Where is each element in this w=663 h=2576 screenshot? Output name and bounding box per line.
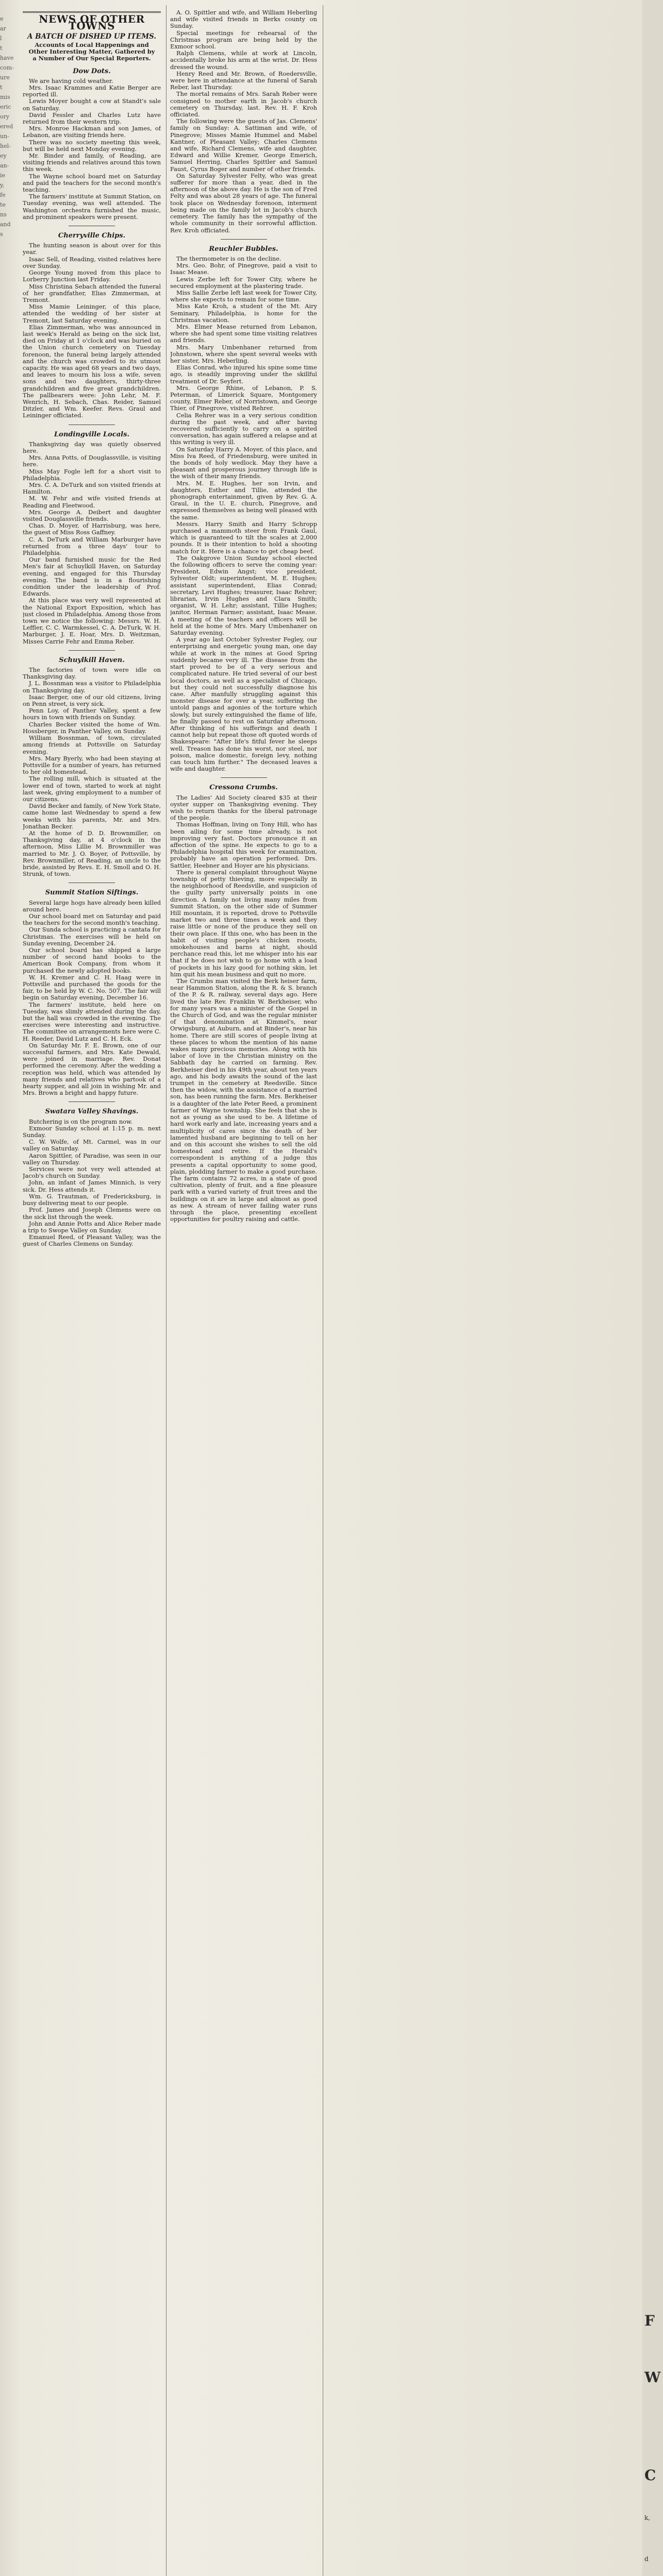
edge-fragment: eric [0,104,11,110]
edge-fragment: and [0,221,11,228]
news-paragraph: Mrs. M. E. Hughes, her son Irvin, and daughters, Esther and Tillie, attended the phonograph entertainment, given by Rev. G. A. Graul, in the U. E. church, Pinegrove, and expressed themselves as being well pleased with the same. [170,479,317,521]
news-paragraph: Aaron Spittler, of Paradise, was seen in our valley on Thursday. [23,1151,161,1166]
news-paragraph: The Crumbs man visited the Berk heiser farm, near Hammon Station, along the R. & S. branch of the P. & R. railway, several days ago. Here lived the late Rev. Franklin W. Berkheiser, who for many years was a minister of the Gospel in the Church of God, and was the regular minister of that denomination at Kimmel's, near Orwigsburg, at Auburn, and at Binder's, near his home. There are still scores of people living at these places to whom the mention of his name wakes many precious memories. Along with his labor of love in the Christian ministry on the Sabbath day he carried on farming. Rev. Berkheiser died in his 49th year, about ten years ago, and his body awaits the sound of the last trumpet in the cemetery at Reedsville. Since then the widow, with the assistance of a married son, has been running the farm. Mrs. Berkheiser is a daughter of the late Peter Reed, a prominent farmer of Wayne township. She feels that she is not as young as she used to be. A lifetime of hard work early and late, increasing years and a multiplicity of cares since the death of her lamented husband are beginning to tell on her and on this account she wishes to sell the old homestead and retire. If the Herald's correspondent is anything of a judge this presents a capital opportunity to some good, plain, plodding farmer to make a good purchase. The farm contains 72 acres, in a state of good cultivation, plenty of fruit, and a fine pleasure park with a varied variety of fruit trees and the buildings on it are in large and almost as good as new. A stream of never failing water runs through the place, presenting excellent opportunities for poultry raising and cattle. [170,977,317,1223]
right-edge-fragments [642,0,663,2576]
news-paragraph: Our school board met on Saturday and paid the teachers for the second month's teaching. [23,912,161,927]
section-separator [221,239,267,240]
news-paragraph: Isaac Sell, of Reading, visited relatives here over Sunday. [23,255,161,269]
news-paragraph: Mrs. C. A. DeTurk and son visited friends at Hamilton. [23,481,161,496]
news-paragraph: Mr. Binder and family, of Reading, are visiting friends and relatives around this town this week. [23,152,161,173]
news-paragraph: On Saturday Sylvester Felty, who was great sufferer for more than a year, died in the afternoon of the above day. He is the son of Fred Felty and was about 28 years of age. The funeral took place on Wednesday forenoon, interment being made on the family lot in Jacob's church cemetery. The family has the sympathy of the whole community in their sorrowful affliction. Rev. Kroh officiated. [170,172,317,234]
news-paragraph: Miss May Fogle left for a short visit to Philadelphia. [23,467,161,482]
section-title: Dow Dots. [73,67,111,75]
news-paragraph: Miss Sallie Zerbe left last week for Tower City, where she expects to remain for some time. [170,289,317,303]
section-title: Cherryville Chips. [58,232,126,240]
edge-fragment: W [644,2369,661,2386]
news-paragraph: A. O. Spittler and wife, and William Heberling and wife visited friends in Berks county on Sunday. [170,9,317,30]
news-paragraph: Chas. D. Moyer, of Harrisburg, was here, the guest of Miss Ross Gaffney. [23,522,161,536]
news-paragraph: The following were the guests of Jas. Clemens' family on Sunday: A. Sattiman and wife, of Pinegrove; Misses Mamie Hummel and Mabel Kantner, of Pleasant Valley; Charles Clemens and wife, Richard Clemens, wife and daughter, Edward and Willie Kremer, George Emerich, Samuel Herring, Charles Spittler and Samuel Faust, Cyrus Boger and number of other friends. [170,117,317,173]
column-2 [170,9,317,2576]
news-paragraph: Mrs. George A. Deibert and daughter visited Douglassville friends. [23,508,161,522]
edge-fragment: an- [0,162,9,169]
news-paragraph: Mrs. Elmer Mease returned from Lebanon, where she had spent some time visiting relatives and friends. [170,323,317,344]
news-paragraph: At the home of D. D. Brownmiller, on Thanksgiving day, at 4 o'clock in the afternoon, Miss Lillie M. Brownmiller was married to Mr. J. O. Boyer, of Pottsville, by Rev. Brownmiller, of Reading, an uncle to the bride, assisted by Revs. E. H. Smoll and O. H. Strunk, of town. [23,829,161,878]
edge-fragment: have [0,55,14,61]
news-paragraph: Exmoor Sunday school at 1:15 p. m. next Sunday. [23,1124,161,1139]
subheadline: A BATCH OF DISHED UP ITEMS. [27,32,157,41]
news-paragraph: There is general complaint throughout Wayne township of petty thieving, more especially in the neighborhood of Reedsville, and suspicion of the guilty party universally points in one direction. A family not living many miles from Summit Station, on the other side of Summer Hill mountain, it is reported, drove to Pottsville market two and three times a week and they raise little or none of the produce they sell on their own place. If this one, who has been in the habit of visiting people's chicken roosts, smokehouses and barns at night, should perchance read this, let me whisper into his ear that if he does not wish to go home with a load of pockets in his lazy good for nothing skin, let him quit his mean business and quit no more. [170,868,317,978]
section-title: Schuylkill Haven. [59,656,125,664]
section-title: Swatara Valley Shavings. [45,1108,139,1116]
news-paragraph: William Bossnman, of town, circulated among friends at Pottsville on Saturday evening. [23,734,161,755]
edge-fragment: ered [0,123,13,130]
section-title: Summit Station Siftings. [45,889,139,897]
news-paragraph: Lewis Moyer bought a cow at Standt's sale on Saturday. [23,97,161,112]
section-title: Londingville Locals. [54,430,129,438]
news-paragraph: Special meetings for rehearsal of the Christmas program are being held by the Exmoor school. [170,29,317,50]
news-paragraph: Services were not very well attended at Jacob's church on Sunday. [23,1165,161,1180]
news-paragraph: Isaac Berger, one of our old citizens, living on Penn street, is very sick. [23,693,161,708]
news-paragraph: Miss Mamie Leininger, of this place, attended the wedding of her sister at Tremont, last Saturday evening. [23,303,161,324]
news-paragraph: Mrs. George Rhine, of Lebanon, P. S. Peterman, of Limerick Square, Montgomery county, Elmer Reber, of Norristown, and George Thier, of Pinegrove, visited Rehrer. [170,384,317,412]
edge-fragment: mis [0,94,10,100]
news-paragraph: Mrs. Monroe Hackman and son James, of Lebanon, are visiting friends here. [23,125,161,139]
news-paragraph: Messrs. Harry Smith and Harry Schropp purchased a mammoth steer from Frank Gaul, which is guaranteed to tilt the scales at 2,000 pounds. It is their intention to hold a shooting match for it. Here is a chance to get cheap beef. [170,520,317,555]
edge-fragment: l [0,35,2,42]
column-2-sections [170,9,317,1223]
edge-fragment: com- [0,64,14,71]
news-paragraph: The hunting season is about over for this year. [23,242,161,256]
edge-fragment: k, [644,2514,651,2521]
main-headline: NEWS OF OTHER TOWNS [23,11,161,29]
section-separator [221,777,267,778]
news-paragraph: We are having cold weather. [29,77,113,84]
news-paragraph: Thomas Hoffman, living on Tony Hill, who has been ailing for some time already, is not improving very fast. Doctors pronounce it an affection of the spine. He expects to go to a Philadelphia hospital this week for examination, probably have an operation performed. Drs. Sattler, Heebner and Hoyer are his physicians. [170,821,317,869]
edge-fragment: fe [0,192,6,198]
edge-fragment: t [0,84,3,91]
edge-fragment: s [0,231,3,238]
news-paragraph: Lewis Zerbe left for Tower City, where he secured employment at the plastering trade. [170,275,317,290]
edge-fragment: F [644,2312,655,2329]
news-paragraph: A year ago last October Sylvester Fegley, our enterprising and energetic young man, one day while at work in the mines at Good Spring suddenly became very ill. The disease from the start proved to be of a very serious and complicated nature. He tried several of our best local doctors, as well as a specialist of Chicago, but they could not successfully diagnose his case. After manfully struggling against this monster disease for over a year, suffering the untold pangs and agonies of the torture which slowly, but surely extinguished the flame of life, he finally passed to rest on Saturday afternoon. After thinking of his sufferings and death I cannot help but repeat those oft quoted words of Shakespeare: "After life's fitful fever he sleeps well. Treason has done his worst, nor steel, nor poison, malice domestic, foreign levy, nothing can touch him further." The deceased leaves a wife and daughter. [170,636,317,773]
edge-fragment: ure [0,74,10,81]
news-paragraph: Elias Zimmerman, who was announced in last week's Herald as being on the sick list, died on Friday at 1 o'clock and was buried on the Union church cemetery on Tuesday forenoon, the funeral being largely attended and the church was crowded to its utmost capacity. He was aged 68 years and two days, and leaves to mourn his loss a wife, seven sons and two daughters, thirty-three grandchildren and five great grandchildren. The pallbearers were: John Lehr, M. F. Wenrich, H. Sebach, Chas. Reider, Samuel Ditzler, and Wm. Keefer. Revs. Graul and Leininger officiated. [23,323,161,419]
edge-fragment: y, [0,182,5,189]
news-paragraph: Mrs. Isaac Krammes and Katie Berger are reported ill. [23,84,161,98]
edge-fragment: t [0,45,3,52]
news-paragraph: J. L. Bossnman was a visitor to Philadelphia on Thanksgiving day. [23,680,161,694]
left-edge-fragments [0,0,21,2576]
section-title: Reuchler Bubbles. [209,245,278,253]
news-paragraph: W. H. Kremer and C. H. Haag were in Pottsville and purchased the goods for the fair, to be held by W. C. No. 507. The fair will begin on Saturday evening, December 16. [23,973,161,1002]
section-separator [69,650,115,651]
news-paragraph: Our band furnished music for the Red Men's fair at Schuylkill Haven, on Saturday evening, and engaged for this Thursday evening. The band is in a flourishing condition under the leadership of Prof. Edwards. [23,556,161,598]
news-paragraph: C. A. DeTurk and William Marburger have returned from a three days' tour to Philadelphia. [23,535,161,557]
news-paragraph: The Wayne school board met on Saturday and paid the teachers for the second month's teaching. [23,172,161,194]
news-paragraph: The rolling mill, which is situated at the lower end of town, started to work at night last week, giving employment to a number of our citizens. [23,775,161,803]
news-paragraph: On Saturday Harry A. Moyer, of this place, and Miss Iva Reed, of Friedensburg, were united in the bonds of holy wedlock. May they have a pleasant and prosperous journey through life is the wish of their many friends. [170,445,317,480]
news-paragraph: Several large hogs have already been killed around here. [23,899,161,913]
column-rule [166,5,167,2576]
edge-fragment: d [644,2555,649,2563]
news-paragraph: Charles Becker visited the home of Wm. Hossberger, in Panther Valley, on Sunday. [23,720,161,735]
edge-fragment: ar [0,25,6,32]
news-paragraph: Miss Christina Sebach attended the funeral of her grandfather, Elias Zimmerman, at Tremont. [23,282,161,303]
news-paragraph: M. W. Fehr and wife visited friends at Reading and Fleetwood. [23,495,161,509]
edge-fragment: ey [0,152,7,159]
news-paragraph: On Saturday Mr. F. E. Brown, one of our successful farmers, and Mrs. Kate Dewald, were joined in marriage. Rev. Donat performed the ceremony. After the wedding a reception was held, which was attended by many friends and relatives who partook of a hearty supper, and all join in wishing Mr. and Mrs. Brown a bright and happy future. [23,1041,161,1097]
edge-fragment: te [0,201,6,208]
news-paragraph: Mrs. Mary Byerly, who had been staying at Pottsville for a number of years, has returned to her old homestead. [23,754,161,776]
news-paragraph: Mrs. Mary Umbenhaner returned from Johnstown, where she spent several weeks with her sister, Mrs. Heberling. [170,343,317,364]
news-paragraph: The Ladies' Aid Society cleared $35 at their oyster supper on Thanksgiving evening. They wish to return thanks for the liberal patronage of the people. [170,793,317,822]
blank-area [325,0,644,2576]
news-paragraph: The thermometer is on the decline. [176,255,281,262]
news-paragraph: Prof. James and Joseph Clemens were on the sick list through the week. [23,1206,161,1221]
edge-fragment: ory [0,113,10,120]
news-paragraph: Celia Rehrer was in a very serious condition during the past week, and after having recovered sufficiently to carry on a spirited conversation, has again suffered a relapse and at this writing is very ill. [170,411,317,446]
news-paragraph: Our school board has shipped a large number of second hand books to the American Book Company, from whom it purchased the newly adopted books. [23,946,161,974]
news-paragraph: Elias Conrad, who injured his spine some time ago, is steadily improving under the skillful treatment of Dr. Seyfert. [170,364,317,385]
edge-fragment: hel- [0,143,11,149]
column-1 [23,9,161,2576]
news-paragraph: Penn Loy, of Panther Valley, spent a few hours in town with friends on Sunday. [23,707,161,721]
news-paragraph: George Young moved from this place to Lorberry Junction last Friday. [23,269,161,283]
edge-fragment: un- [0,133,9,140]
section-title: Cressona Crumbs. [209,784,278,792]
news-paragraph: There was no society meeting this week, but will be held next Monday evening. [23,138,161,152]
news-paragraph: John, an infant of James Minnich, is very sick. Dr. Hess attends it. [23,1179,161,1193]
news-paragraph: Our Sunda school is practicing a cantata for Christmas. The exercises will be held on Sunday evening, December 24. [23,926,161,947]
edge-fragment: C [644,2467,656,2484]
news-paragraph: Emanuel Reed, of Pleasant Valley, was the guest of Charles Clemens on Sunday. [23,1233,161,1248]
news-paragraph: Ralph Clemens, while at work at Lincoln, accidentally broke his arm at the wrist. Dr. Hess dressed the wound. [170,49,317,71]
news-paragraph: The factories of town were idle on Thanksgiving day. [23,666,161,681]
news-paragraph: The Oakgrove Union Sunday school elected the following officers to serve the coming year: President, Edwin Angst; vice president, Sylvester Oldt; superintendent, M. E. Hughes; assistant superintendent, Elias Conrad; secretary, Levi Hughes; treasurer, Isaac Rehrer; librarian, Irvin Hughes and Clara Smith; organist, W. H. Lehr; assistant, Tillie Hughes; janitor, Herman Farmer; assistant, Isaac Mease. A meeting of the teachers and officers will be held at the home of Mrs. Mary Umbenhaner on Saturday evening. [170,554,317,637]
news-paragraph: The farmers' institute, held here on Tuesday, was slimly attended during the day, but the hall was crowded in the evening. The exercises were interesting and instructive. The committee on arrangements here were C. H. Reeder, David Lutz and C. H. Eck. [23,1001,161,1042]
subheadline-description: Accounts of Local Happenings and Other Interesting Matter, Gathered by a Number of Our Special Reporters. [28,41,155,62]
news-paragraph: C. W. Wolfe, of Mt. Carmel, was in our valley on Saturday. [23,1138,161,1153]
news-paragraph: John and Annie Potts and Alice Reber made a trip to Swope Valley on Sunday. [23,1219,161,1234]
news-paragraph: Butchering is on the program now. [29,1117,133,1125]
news-paragraph: At this place was very well represented at the National Export Exposition, which has just closed in Philadelphia. Among those from town we notice the following: Messrs. W. H. Leffler, C. C. Warmkessel, C. A. DeTurk, W. H. Marburger, J. E. Hoar, Mrs. D. Weitzman, Misses Carrie Fehr and Emma Reber. [23,597,161,645]
news-paragraph: The mortal remains of Mrs. Sarah Reber were consigned to mother earth in Jacob's church cemetery on Thursday, last. Rev. H. F. Kroh officiated. [170,90,317,118]
edge-fragment: ie [0,172,6,179]
news-paragraph: David Becker and family, of New York State, came home last Wednesday to spend a few weeks with his parents, Mr. and Mrs. Jonathan Becker. [23,802,161,830]
section-separator [69,1101,115,1102]
news-paragraph: Henry Reed and Mr. Brown, of Roedersville, were here in attendance at the funeral of Sarah Reber, last Thursday. [170,70,317,91]
edge-fragment: e [0,15,4,22]
news-paragraph: Miss Kate Kroh, a student of the Mt. Airy Seminary, Philadelphia, is home for the Christmas vacation. [170,302,317,324]
news-paragraph: Mrs. Geo. Bohr, of Pinegrove, paid a visit to Isaac Mease. [170,262,317,276]
news-paragraph: Wm. G. Trautman, of Fredericksburg, is busy delivering meat to our people. [23,1192,161,1207]
edge-fragment: ns [0,211,7,218]
news-paragraph: Mrs. Anna Potts, of Douglassville, is visiting here. [23,454,161,468]
news-paragraph: Thanksgiving day was quietly observed here. [23,440,161,454]
column-1-sections [23,68,161,1248]
news-paragraph: David Fessler and Charles Lutz have returned from their western trip. [23,111,161,126]
news-paragraph: The farmers' institute at Summit Station, on Tuesday evening, was well attended. The Washington orchestra furnished the music, and prominent speakers were present. [23,193,161,221]
